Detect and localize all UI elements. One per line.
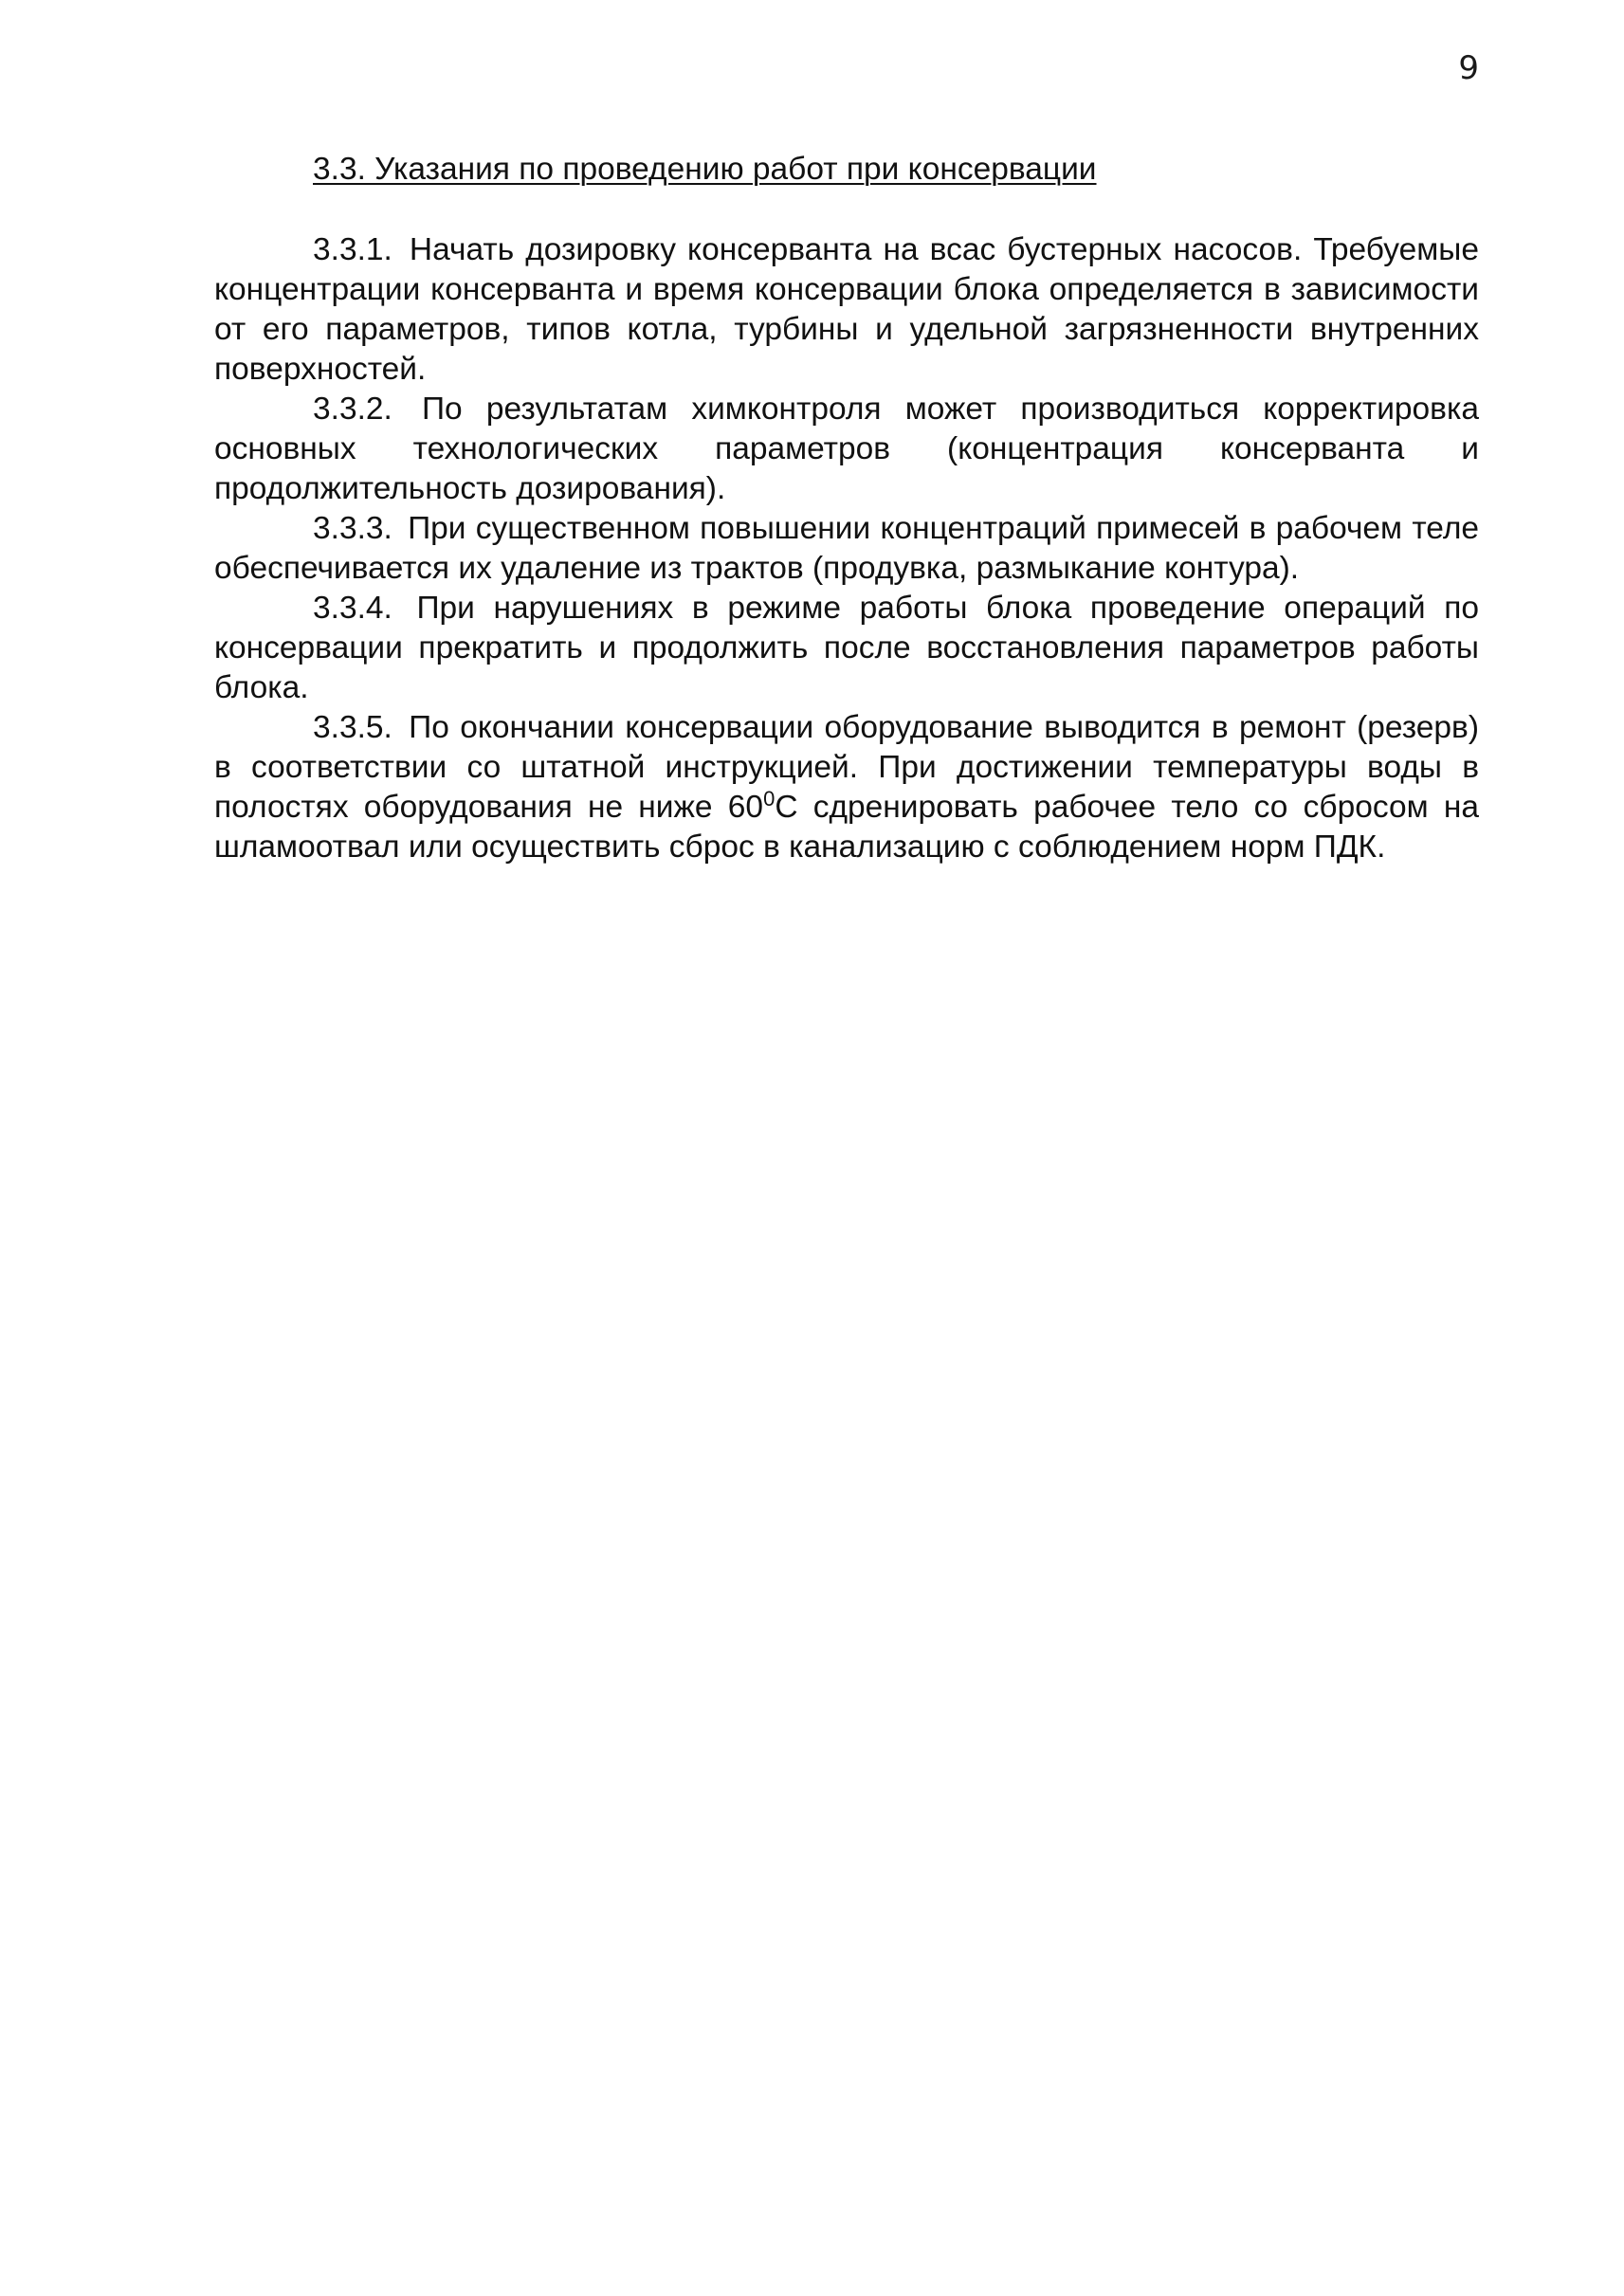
section-title: 3.3. Указания по проведению работ при консервации [313,152,1097,187]
paragraph-text-continued: С сдренировать рабочее тело со сбросом на шламоотвал или осуществить сброс в канализацию с соблюдением норм ПДК. [214,790,1479,865]
paragraph-3-3-2 [214,390,1479,509]
paragraph-number: 3.3.5. [313,710,392,745]
paragraph-number: 3.3.3. [313,511,392,546]
paragraph-3-3-3 [214,509,1479,589]
document-body [214,150,1479,867]
paragraph-3-3-5 [214,708,1479,867]
paragraph-text: При существенном повышении концентраций примесей в рабочем теле обеспечивается их удаление из трактов (продувка, размыкание контура). [214,511,1480,586]
paragraph-text: По окончании консервации оборудование выводится в ремонт (резерв) в соответствии со штатной инструкцией. При достижении температуры воды в полостях оборудования не ниже 60 [214,710,1479,825]
paragraph-text: При нарушениях в режиме работы блока проведение операций по консервации прекратить и продолжить после восстановления параметров работы блока. [214,591,1479,705]
paragraph-text: Начать дозировку консерванта на всас бустерных насосов. Требуемые концентрации консерванта и время консервации блока определяется в зависимости от его параметров, типов котла, турбины и удельной загрязненности внутренних поверхностей. [214,232,1479,387]
paragraph-number: 3.3.2. [313,392,392,427]
paragraph-text: По результатам химконтроля может производиться корректировка основных технологических параметров (концентрация консерванта и продолжительность дозирования). [214,392,1479,506]
paragraph-3-3-1 [214,230,1479,390]
paragraph-number: 3.3.1. [313,232,392,267]
degree-superscript: 0 [763,786,776,811]
paragraph-3-3-4 [214,589,1479,708]
paragraph-number: 3.3.4. [313,591,392,626]
page-number: 9 [1458,49,1479,87]
